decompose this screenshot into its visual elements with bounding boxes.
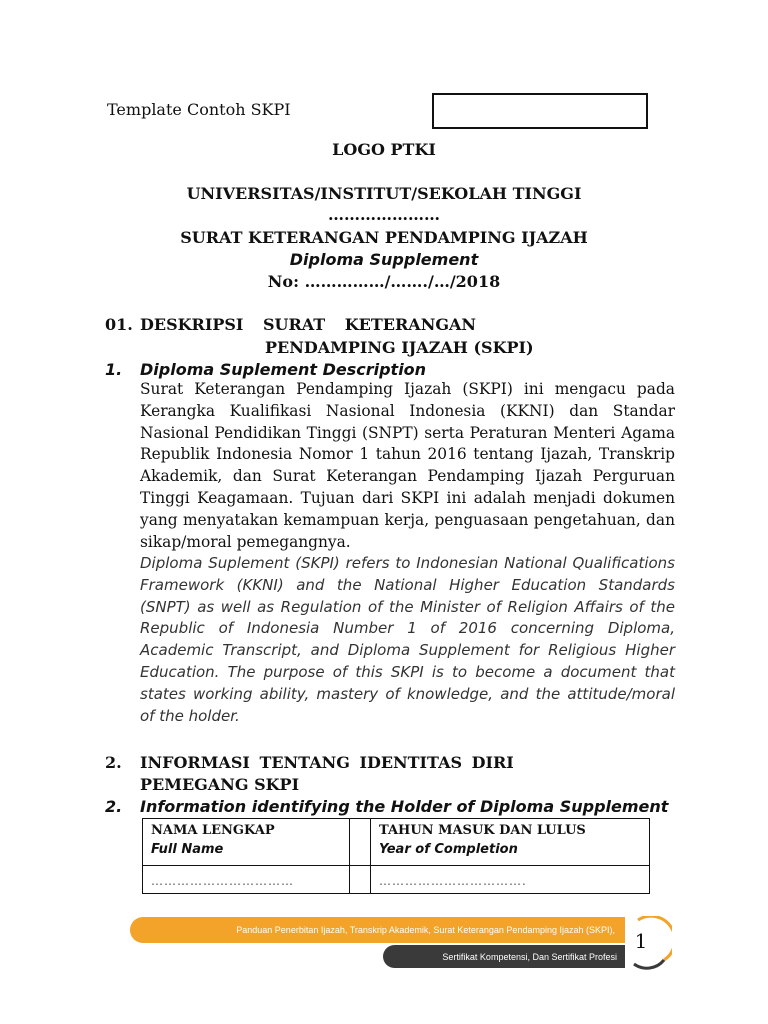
document-number: No: ……………/……./…/2018 [267,272,501,291]
year-of-completion-value: ……………………………. [379,874,527,888]
table-value-cell [143,866,350,894]
document-subtitle: Diploma Supplement [289,250,479,269]
description-paragraph-en: Diploma Suplement (SKPI) refers to Indonesian National Qualifications Framework (KKNI) and the National Higher Education Standards (SNPT) as well as Regulation of the Minister of Religion Affairs of the Republic of Indonesia Number 1 of 2016 concerning Diploma, Academic Transcript, and Diploma Supplement for Religious Higher Education. The purpose of this SKPI is to become a document that states working ability, mastery of knowledge, and the attitude/moral of the holder. [140,554,675,725]
university-title: UNIVERSITAS/INSTITUT/SEKOLAH TINGGI [186,184,582,203]
item-number: 2. [105,753,122,772]
column-title: TAHUN MASUK DAN LULUS [379,823,586,838]
footer-band-primary [130,917,625,943]
item-heading: Diploma Suplement Description [140,360,427,379]
column-subtitle: Year of Completion [379,842,518,857]
table-value-cell [371,866,650,894]
section-title-line1: DESKRIPSI SURAT KETERANGAN [140,315,477,334]
footer-band-secondary [383,945,625,968]
table-spacer-cell [350,819,371,866]
table-header-cell [143,819,350,866]
footer-line1: Panduan Penerbitan Ijazah, Transkrip Akademik, Surat Keterangan Pendamping Ijazah (SKPI), [236,925,615,935]
table-header-cell [371,819,650,866]
identity-table [142,818,650,894]
table-row [143,866,650,894]
description-paragraph-id: Surat Keterangan Pendamping Ijazah (SKPI) ini mengacu pada Kerangka Kualifikasi Nasional Indonesia (KKNI) dan Standar Nasional Pendidikan Tinggi (SNPT) serta Peraturan Menteri Agama Republik Indonesia Nomor 1 tahun 2016 tentang Ijazah, Transkrip Akademik, dan Surat Keterangan Pendamping Ijazah Perguruan Tinggi Keagamaan. Tujuan dari SKPI ini adalah menjadi dokumen yang menyatakan kemampuan kerja, penguasaan pengetahuan, dan sikap/moral pemegangnya. [140,380,675,551]
column-title: NAMA LENGKAP [151,823,275,838]
item-heading-en: Information identifying the Holder of Diploma Supplement [140,797,669,816]
item-number: 1. [105,360,123,379]
university-dots: ………………… [328,205,440,224]
footer-line2: Sertifikat Kompetensi, Dan Sertifikat Profesi [442,952,617,962]
column-subtitle: Full Name [151,842,224,857]
logo-placeholder-box [432,93,648,129]
table-spacer-cell [350,866,371,894]
full-name-value: …………………………… [151,874,294,888]
template-label: Template Contoh SKPI [107,100,291,119]
document-title: SURAT KETERANGAN PENDAMPING IJAZAH [180,228,588,247]
item-number-en: 2. [105,797,123,816]
section-title-line2: PENDAMPING IJAZAH (SKPI) [265,338,534,357]
section-number: 01. [105,315,133,334]
logo-text: LOGO PTKI [332,140,436,159]
page-number: 1 [634,929,648,953]
item-title-line1: INFORMASI TENTANG IDENTITAS DIRI [140,753,514,772]
table-row [143,819,650,866]
item-title-line2: PEMEGANG SKPI [140,775,300,794]
